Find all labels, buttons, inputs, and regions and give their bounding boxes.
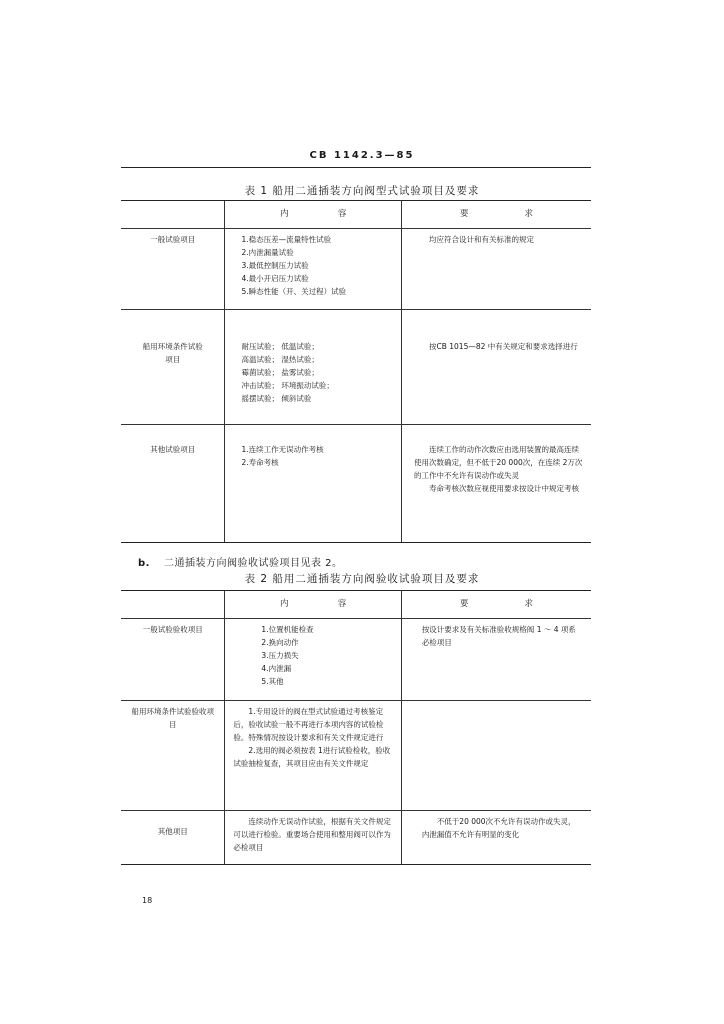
row-category: 一般试验验收项目 [142, 625, 203, 634]
list-item: 5.瞬态性能（开、关过程）试验 [241, 287, 347, 296]
list-item: 摇摆试验； 倾斜试验 [241, 394, 312, 403]
table2-caption: 表 2 船用二通插装方向阀验收试验项目及要求 [244, 573, 480, 585]
list-item: 2.内泄漏量试验 [241, 248, 294, 257]
list-item: 2.寿命考核 [241, 458, 279, 467]
table2-header-category [121, 591, 225, 619]
list-item: 3.最低控制压力试验 [241, 261, 309, 270]
table-row [121, 310, 591, 425]
list-item: 耐压试验； 低温试验； [241, 342, 319, 351]
list-item: 霉菌试验； 盐雾试验； [241, 368, 319, 377]
row-content: 连续动作无误动作试验，根据有关文件规定可以进行检验。重要场合使用和整用阀可以作为必检项目 [233, 817, 391, 852]
row-requirement: 按设计要求及有关标准验收规格阀 1 ～ 4 项系必检项目 [421, 625, 576, 647]
table1 [121, 200, 591, 543]
table-row [121, 701, 591, 811]
content-paragraph: 1.专用设计的阀在型式试验通过考核鉴定后，验收试验一般不再进行本项内容的试验检验。特殊情况按设计要求和有关文件规定进行 [233, 707, 384, 742]
paragraph-text: 二通插装方向阀验收试验项目见表 2。 [163, 558, 343, 569]
list-item: 5.其他 [261, 677, 284, 686]
list-item: 1.稳态压差—流量特性试验 [241, 235, 332, 244]
table-row [121, 425, 591, 543]
row-category: 一般试验项目 [150, 235, 196, 244]
row-category: 其他项目 [157, 827, 188, 836]
row-category: 船用环境条件试验验收项目 [131, 707, 214, 729]
row-content-list [225, 619, 400, 688]
requirement-paragraph: 寿命考核次数应视使用要求按设计中规定考核 [429, 484, 579, 493]
row-content-list [225, 425, 401, 469]
paragraph-label: b. [138, 558, 150, 569]
requirement-paragraph: 连续工作的动作次数应由选用装置的最高连续使用次数确定，但不低于20 000次，在连续 2万次的工作中不允许有误动作或失灵 [414, 445, 583, 480]
table-row [121, 229, 591, 310]
page-number: 18 [142, 896, 153, 905]
row-requirement: 均应符合设计和有关标准的规定 [429, 235, 534, 244]
table2-header-row [121, 591, 591, 619]
row-category: 其他试验项目 [150, 445, 196, 454]
row-requirement-empty [401, 701, 591, 811]
table1-header-row [121, 201, 591, 229]
list-item: 4.内泄漏 [261, 664, 292, 673]
row-category: 船用环境条件试验项目 [142, 342, 203, 364]
table1-header-category [121, 201, 225, 229]
row-requirement: 按CB 1015—82 中有关规定和要求选择进行 [429, 342, 578, 351]
content-paragraph: 2.选用的阀必须按表 1进行试验检收，验收试验抽检复查，其项目应由有关文件规定 [233, 746, 391, 768]
row-content [225, 701, 400, 770]
list-item: 3.压力损失 [261, 651, 299, 660]
row-content-list [225, 310, 401, 405]
table1-header-content: 内 容 [225, 201, 402, 229]
list-item: 4.最小开启压力试验 [241, 274, 309, 283]
table-row [121, 811, 591, 865]
row-requirement [402, 425, 591, 495]
row-content-list [225, 229, 401, 298]
table2-header-content: 内 容 [225, 591, 401, 619]
list-item: 冲击试验； 环境振动试验； [241, 381, 334, 390]
table2 [121, 590, 591, 865]
list-item: 1.位置机能检查 [261, 625, 314, 634]
standard-code-header: CB 1142.3—85 [309, 150, 415, 161]
row-requirement: 不低于20 000次不允许有误动作或失灵，内泄漏值不允许有明显的变化 [421, 817, 576, 839]
header-rule [121, 167, 591, 168]
list-item: 高温试验； 湿热试验； [241, 355, 319, 364]
list-item: 1.连续工作无误动作考核 [241, 445, 324, 454]
table-row [121, 619, 591, 701]
table2-header-requirement: 要 求 [401, 591, 591, 619]
table1-header-requirement: 要 求 [402, 201, 592, 229]
table1-caption: 表 1 船用二通插装方向阀型式试验项目及要求 [244, 185, 480, 197]
list-item: 2.换向动作 [261, 638, 299, 647]
paragraph-b [138, 554, 343, 569]
